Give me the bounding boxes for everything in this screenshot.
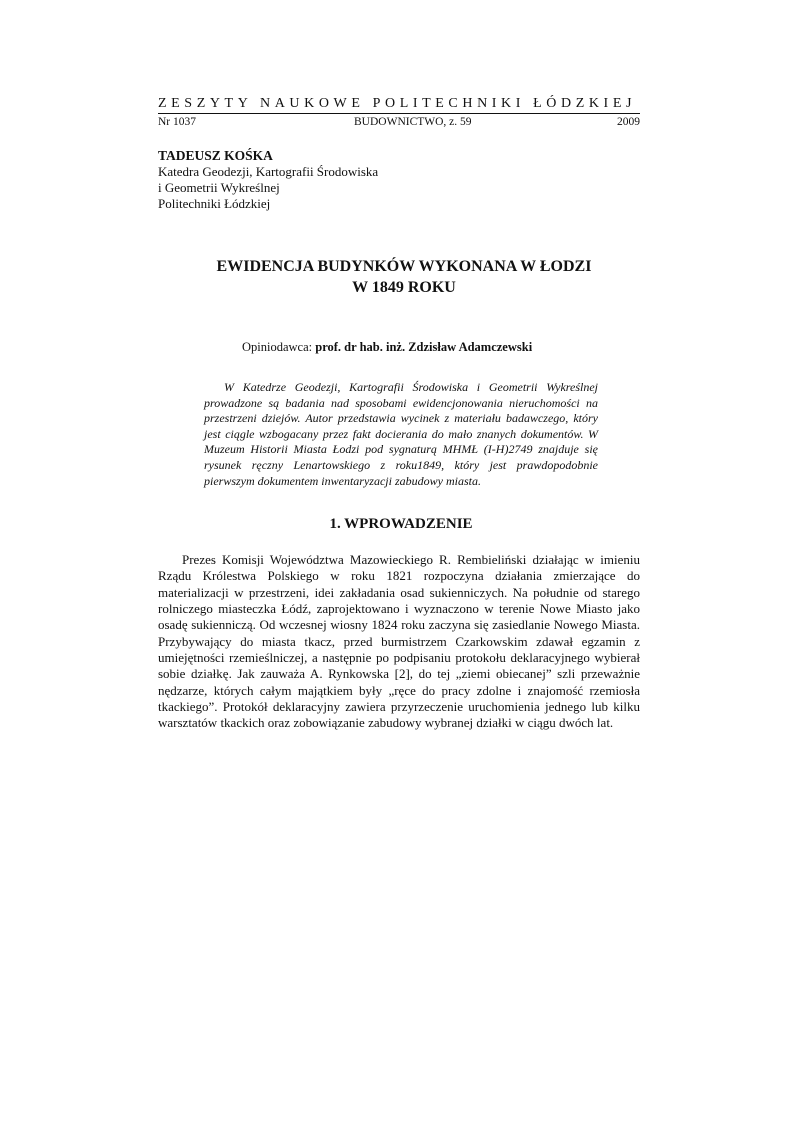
author-affiliation: Katedra Geodezji, Kartografii Środowiska — [158, 164, 379, 179]
section-heading: 1. WPROWADZENIE — [329, 516, 473, 533]
issue-line — [158, 115, 640, 129]
author-affiliation: i Geometrii Wykreślnej — [158, 180, 280, 195]
issue-series: BUDOWNICTWO, z. 59 — [354, 116, 472, 128]
reviewer-label: Opiniodawca: — [242, 340, 316, 354]
abstract: W Katedrze Geodezji, Kartografii Środowiska i Geometrii Wykreślnej prowadzone są badania nad sposobami ewidencjonowania nieruchomości na przestrzeni dziejów. Autor przedstawia wycinek z materiału badawczego, który jest ciągle wzbogacany przez fakt docierania do mało znanych dokumentów. W Muzeum Historii Miasta Łodzi pod sygnaturą MHMŁ (I-H)2749 znajduje się rysunek ręczny Lenartowskiego z roku1849, który jest prawdopodobnie pierwszym dokumentem inwentaryzacji zabudowy miasta. — [204, 380, 598, 488]
reviewer-line — [158, 339, 640, 355]
author-name: TADEUSZ KOŚKA — [158, 148, 273, 163]
paper-title-line: EWIDENCJA BUDYNKÓW WYKONANA W ŁODZI — [216, 258, 592, 275]
author-affiliation: Politechniki Łódzkiej — [158, 196, 271, 211]
page — [158, 96, 640, 731]
body-paragraph: Prezes Komisji Województwa Mazowieckiego R. Rembieliński działając w imieniu Rządu Królestwa Polskiego w roku 1821 rozpoczyna działania zmierzające do materializacji w przestrzeni, idei zakładania osad sukienniczych. Na południe od starego rolniczego miasteczka Łódź, zaprojektowano i wyznaczono w terenie Nowe Miasto jako osadę sukienniczą. Od wczesnej wiosny 1824 roku zaczyna się zasiedlanie Nowego Miasta. Przybywający do miasta tkacz, przed burmistrzem Czarkowskim zdawał egzamin z umiejętności rzemieślniczej, a następnie po podpisaniu protokołu deklaracyjnego wybierał sobie działkę. Jak zauważa A. Rynkowska [2], do tej „ziemi obiecanej” szli przeważnie nędzarze, których całym majątkiem były „ręce do pracy zdolne i znajomość rzemiosła tkackiego”. Protokół deklaracyjny zawiera przyrzeczenie uruchomienia jednego lub kilku warsztatów tkackich oraz zobowiązanie zabudowy wybranej działki w ciągu dwóch lat. — [158, 552, 640, 731]
paper-title — [158, 256, 640, 298]
paper-title-line: W 1849 ROKU — [352, 279, 456, 296]
issue-year: 2009 — [617, 116, 640, 128]
journal-title: ZESZYTY NAUKOWE POLITECHNIKI ŁÓDZKIEJ — [158, 96, 640, 114]
reviewer-name: prof. dr hab. inż. Zdzisław Adamczewski — [315, 340, 533, 354]
author-block — [158, 147, 640, 212]
issue-number: Nr 1037 — [158, 116, 197, 128]
